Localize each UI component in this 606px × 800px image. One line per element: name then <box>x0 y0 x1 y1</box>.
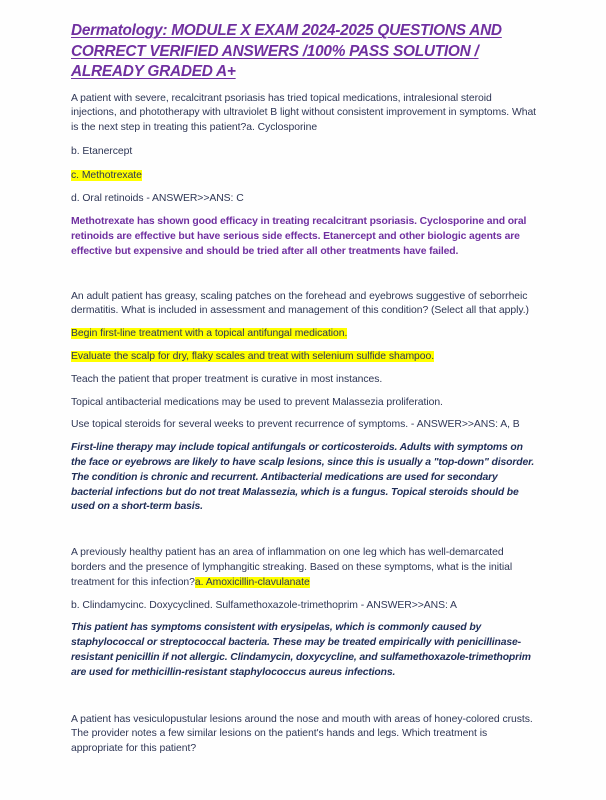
option-label-highlighted: Evaluate the scalp for dry, flaky scales and treat with selenium sulfide shampoo. <box>71 351 435 363</box>
document-title: Dermatology: MODULE X EXAM 2024-2025 QUESTIONS AND CORRECT VERIFIED ANSWERS /100% PASS SOLUTION / ALREADY GRADED A+ <box>71 22 502 80</box>
option-label: Teach the patient that proper treatment is curative in most instances. <box>71 373 383 385</box>
document-content <box>71 21 539 757</box>
question-4 <box>71 713 539 757</box>
question-2-option-c <box>71 373 539 388</box>
question-3-stem-text: A previously healthy patient has an area of inflammation on one leg which has well-demarcated borders and the presence of lymphangitic streaking. Based on these symptoms, what is the initial treatment for this infection? <box>71 547 513 588</box>
question-3 <box>71 546 539 680</box>
question-1-option-b <box>71 145 539 160</box>
question-2-option-a <box>71 327 539 342</box>
question-1-option-d <box>71 192 539 207</box>
question-1-stem <box>71 92 539 136</box>
option-label: Topical antibacterial medications may be used to prevent Malassezia proliferation. <box>71 396 443 408</box>
option-label: b. Etanercept <box>71 145 133 157</box>
option-label: d. Oral retinoids - ANSWER>>ANS: C <box>71 193 244 205</box>
question-2-option-d <box>71 396 539 411</box>
question-1-option-c <box>71 169 539 184</box>
question-2 <box>71 290 539 516</box>
option-label-highlighted: Begin first-line treatment with a topical antifungal medication. <box>71 328 348 340</box>
question-3-option-a: a. Amoxicillin-clavulanate <box>194 576 310 588</box>
option-label: Use topical steroids for several weeks to prevent recurrence of symptoms. - ANSWER>>ANS: A, B <box>71 419 520 431</box>
question-2-option-e <box>71 418 539 433</box>
option-label: b. Clindamycinc. Doxycyclined. Sulfamethoxazole-trimethoprim - ANSWER>>ANS: A <box>71 599 457 611</box>
option-label-highlighted: c. Methotrexate <box>71 169 142 181</box>
question-1-option-a: a. Cyclosporine <box>246 122 318 134</box>
question-3-stem <box>71 546 539 590</box>
question-4-stem: A patient has vesiculopustular lesions around the nose and mouth with areas of honey-colored crusts. The provider notes a few similar lesions on the patient's hands and legs. Which treatment is appropriate for this patient? <box>71 713 533 755</box>
question-1 <box>71 92 539 260</box>
question-3-option-b <box>71 599 539 614</box>
question-1-stem-text: A patient with severe, recalcitrant psoriasis has tried topical medications, intralesional steroid injections, and phototherapy with ultraviolet B light without consistent improvement in symptoms. What is the next step in treating this patient? <box>71 92 537 134</box>
question-3-rationale: This patient has symptoms consistent with erysipelas, which is commonly caused by staphylococcal or streptococcal bacteria. These may be treated empirically with penicillinase-resistant penicillin if not allergic. Clindamycin, doxycycline, and sulfamethoxazole-trimethoprim are used for methicillin-resistant staphylococcus aureus infections. <box>71 622 531 678</box>
question-2-stem: An adult patient has greasy, scaling patches on the forehead and eyebrows suggestive of seborrheic dermatitis. What is included in assessment and management of this condition? (Select all that apply.) <box>71 290 529 317</box>
question-2-rationale: First-line therapy may include topical antifungals or corticosteroids. Adults with symptoms on the face or eyebrows are likely to have scalp lesions, since this is usually a "top-down" disorder. The condition is chronic and recurrent. Antibacterial medications are used for secondary bacterial infections but do not treat Malassezia, which is a fungus. Topical steroids should be used on a short-term basis. <box>71 442 535 513</box>
question-1-rationale: Methotrexate has shown good efficacy in treating recalcitrant psoriasis. Cyclosporine and oral retinoids are effective but have serious side effects. Etanercept and other biologic agents are effective but expensive and should be tried after all other treatments have failed. <box>71 216 527 257</box>
question-2-option-b <box>71 350 539 365</box>
